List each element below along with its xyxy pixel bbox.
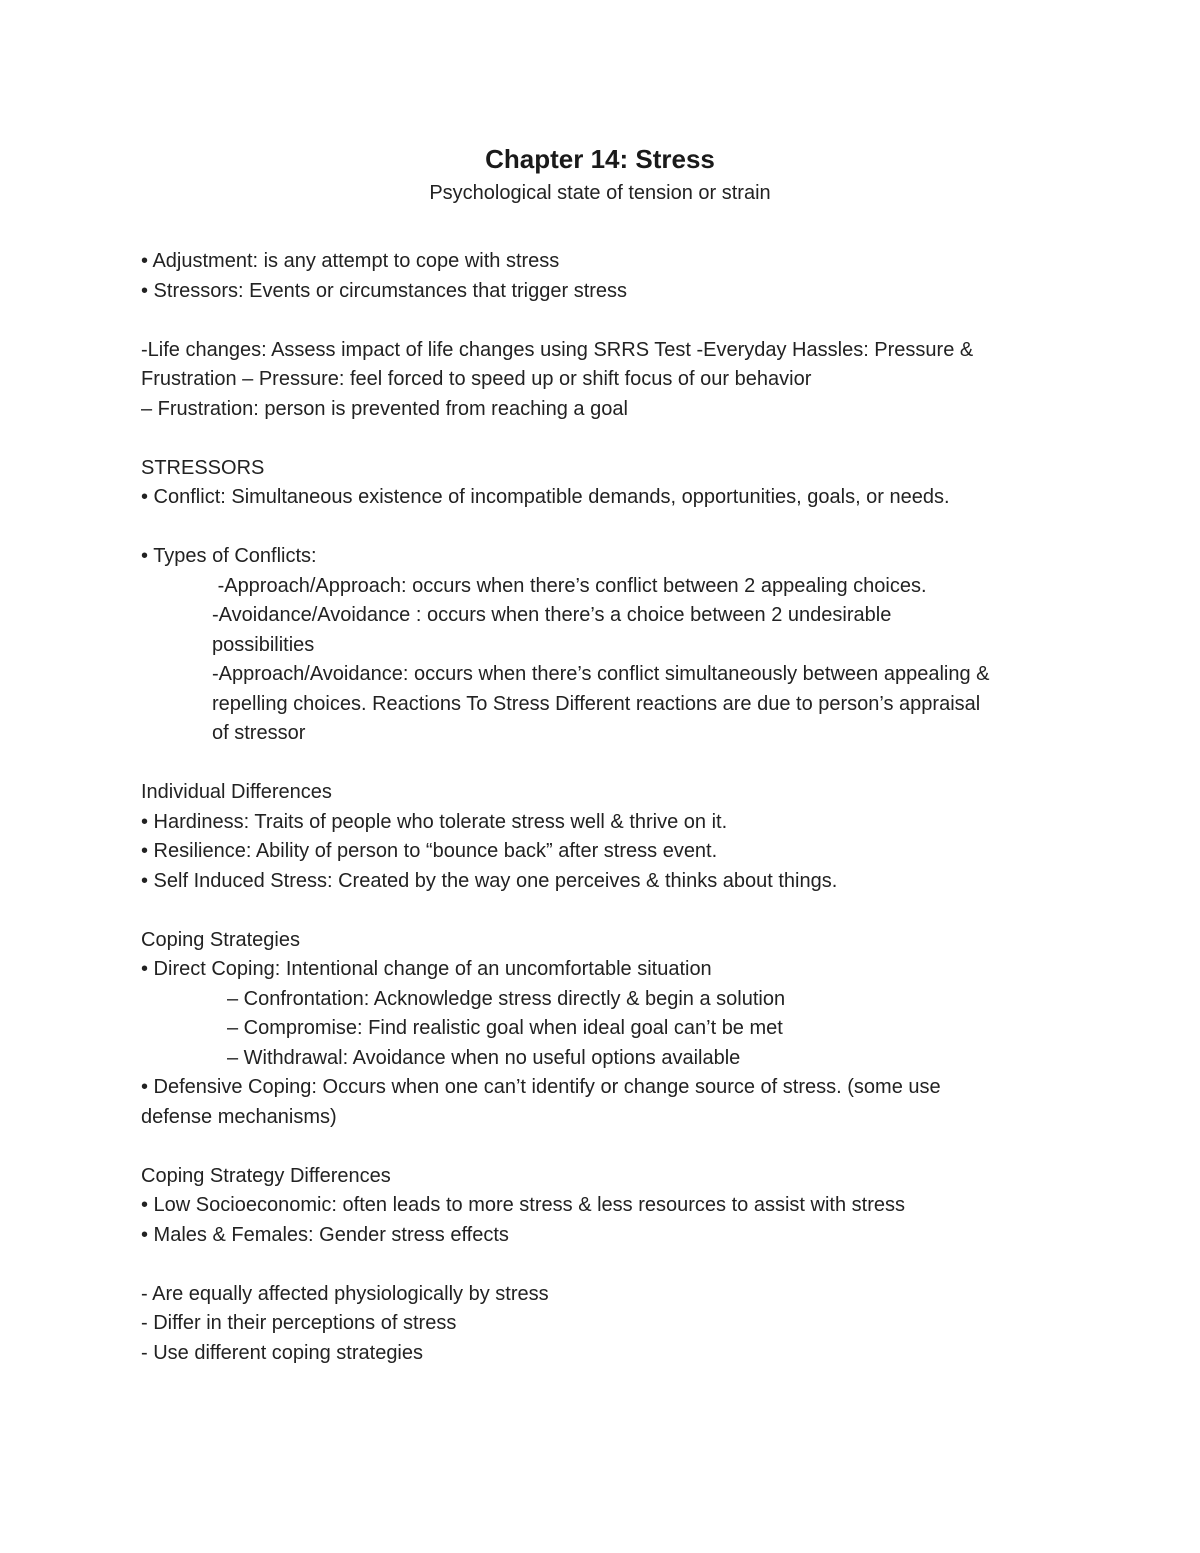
individual-difference-item: • Resilience: Ability of person to “bounce back” after stress event. bbox=[141, 840, 718, 862]
spacer bbox=[141, 306, 1061, 336]
spacer bbox=[141, 1250, 1061, 1280]
conflict-type-line: -Approach/Approach: occurs when there’s conflict between 2 appealing choices. bbox=[212, 574, 927, 597]
individual-difference-item: • Hardiness: Traits of people who tolerate stress well & thrive on it. bbox=[141, 810, 728, 833]
direct-coping-item: – Compromise: Find realistic goal when ideal goal can’t be met bbox=[227, 1017, 783, 1039]
spacer bbox=[141, 1132, 1061, 1162]
spacer bbox=[141, 424, 1061, 454]
direct-coping-item: – Withdrawal: Avoidance when no useful options available bbox=[227, 1046, 741, 1069]
conflict-definition: • Conflict: Simultaneous existence of incompatible demands, opportunities, goals, or needs. bbox=[141, 486, 950, 508]
life-changes-line: -Life changes: Assess impact of life changes using SRRS Test -Everyday Hassles: Pressure & bbox=[141, 338, 974, 361]
conflict-type-line: possibilities bbox=[212, 633, 315, 656]
life-changes-line: – Frustration: person is prevented from reaching a goal bbox=[141, 397, 628, 420]
page-subtitle: Psychological state of tension or strain bbox=[429, 182, 771, 204]
coping-differences-heading: Coping Strategy Differences bbox=[141, 1164, 391, 1187]
life-changes-line: Frustration – Pressure: feel forced to speed up or shift focus of our behavior bbox=[141, 368, 812, 390]
gender-point: - Use different coping strategies bbox=[141, 1341, 424, 1364]
coping-difference-item: • Low Socioeconomic: often leads to more stress & less resources to assist with stress bbox=[141, 1194, 905, 1216]
gender-point: - Differ in their perceptions of stress bbox=[141, 1312, 457, 1334]
gender-point: - Are equally affected physiologically by stress bbox=[141, 1282, 549, 1305]
individual-difference-item: • Self Induced Stress: Created by the way one perceives & thinks about things. bbox=[141, 869, 838, 892]
spacer bbox=[141, 749, 1061, 779]
spacer bbox=[141, 513, 1061, 543]
stressors-heading: STRESSORS bbox=[141, 456, 265, 479]
defensive-coping: defense mechanisms) bbox=[141, 1105, 337, 1128]
coping-difference-item: • Males & Females: Gender stress effects bbox=[141, 1223, 509, 1246]
defensive-coping: • Defensive Coping: Occurs when one can’t identify or change source of stress. (some use bbox=[141, 1076, 941, 1098]
conflict-type-line: repelling choices. Reactions To Stress Different reactions are due to person’s appraisal bbox=[212, 692, 981, 715]
coping-strategies-heading: Coping Strategies bbox=[141, 928, 300, 951]
direct-coping-item: – Confrontation: Acknowledge stress directly & begin a solution bbox=[227, 987, 786, 1010]
conflict-types-heading: • Types of Conflicts: bbox=[141, 545, 317, 567]
intro-stressors: • Stressors: Events or circumstances that trigger stress bbox=[141, 279, 628, 302]
intro-adjustment: • Adjustment: is any attempt to cope with stress bbox=[141, 250, 560, 272]
conflict-type-line: -Avoidance/Avoidance : occurs when there’s a choice between 2 undesirable bbox=[212, 604, 892, 626]
individual-differences-heading: Individual Differences bbox=[141, 781, 332, 803]
document-body bbox=[141, 247, 1061, 1368]
direct-coping: • Direct Coping: Intentional change of an uncomfortable situation bbox=[141, 958, 712, 980]
spacer bbox=[141, 896, 1061, 926]
conflict-type-line: -Approach/Avoidance: occurs when there’s conflict simultaneously between appealing & bbox=[212, 663, 990, 685]
conflict-type-line: of stressor bbox=[212, 722, 306, 744]
page-title: Chapter 14: Stress bbox=[485, 144, 715, 174]
